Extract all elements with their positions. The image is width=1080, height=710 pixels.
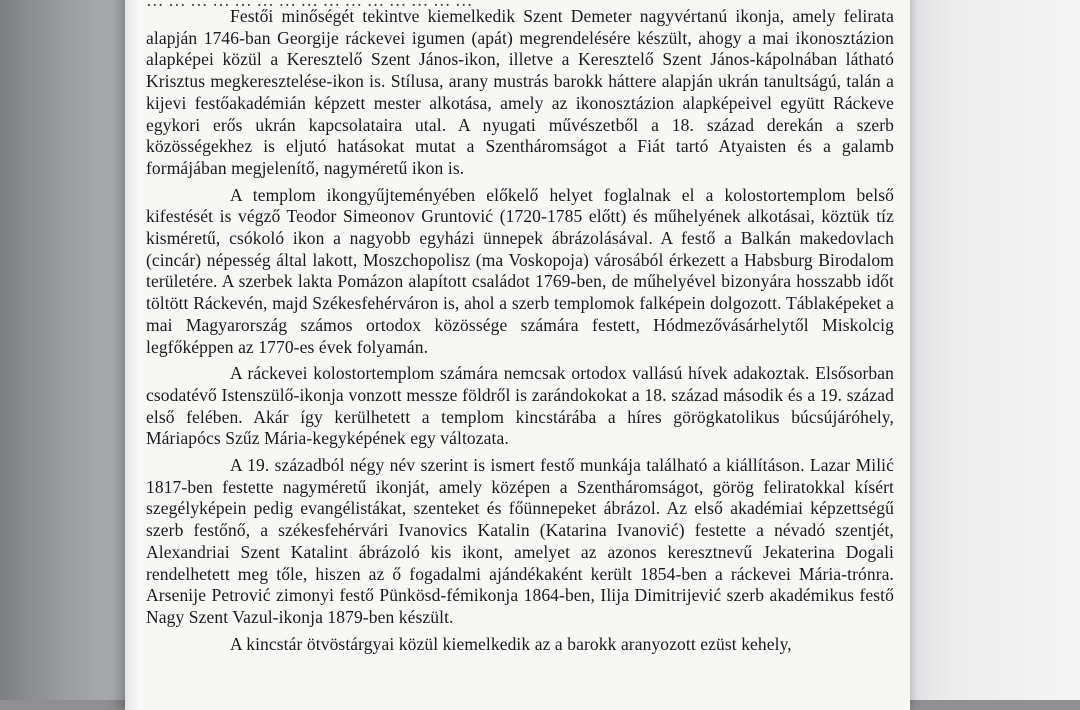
paragraph-2: A templom ikongyűjteményében előkelő helyet foglalnak el a kolostortemplom belső kifestését is végző Teodor Simeonov Gruntović (1720-1785 előtt) és műhelyének alkotásai, köztük tíz kisméretű, csókoló ikon a nagyobb egyházi ünnepek ábrázolásával. A festő a Balkán makedovlach (cincár) népesség által lakott, Moszchopolisz (ma Voskopoja) városából érkezett a Habsburg Birodalom területére. A szerbek lakta Pomázon alapított családot 1769-ben, de műhelyével bizonyára hosszabb időt töltött Ráckevén, majd Székesfehérváron is, ahol a szerb templomok falképein dolgozott. Táblaképeket a mai Magyarország számos ortodox közössége számára festett, Hódmezővásárhelytől Miskolcig legfőképpen az 1770-es évek folyamán. — [146, 184, 894, 357]
paragraph-4: A 19. századból négy név szerint is ismert festő munkája található a kiállításon. Lazar Milić 1817-ben festette nagyméretű ikonját, amely középen a Szentháromságot, görög feliratokkal kísért szegélyképein pedig evangélistákat, szenteket és főünnepeket ábrázol. Az első akadémiai képzettségű szerb festőnő, a székesfehérvári Ivanovics Katalin (Katarina Ivanović) festette a névadó szentjét, Alexandriai Szent Katalint ábrázoló kis ikont, amelyet az azonos keresztnevű Jekaterina Dogali rendelhetett meg tőle, hiszen az ő fogadalmi ajándékaként került 1854-ben a ráckevei Mária-trónra. Arsenije Petrović zimonyi festő Pünkösd-fémikonja 1864-ben, Ilija Dimitrijević szerb akadémikus festő Nagy Szent Vazul-ikonja 1879-ben készült. — [146, 455, 894, 627]
paragraph-5: A kincstár ötvöstárgyai közül kiemelkedik az a barokk aranyozott ezüst kehely, — [230, 633, 792, 654]
paragraph-1: Festői minőségét tekintve kiemelkedik Szent Demeter nagyvértanú ikonja, amely felirata alapján 1746-ban Georgije ráckevei igumen (apát) megrendelésére készült, ahogy a mai ikonosztázion alapképei közül a Keresztelő Szent János-ikon, illetve a Keresztelő Szent János-kápolnában látható Krisztus megkeresztelése-ikon is. Stílusa, arany mustrás barokk háttere alapján ukrán tanultságú, talán a kijevi festőakadémián képzett mester alkotása, amely az ikonosztázion alapképeivel együtt Ráckeve egykori erős ukrán kapcsolataira utal. A nyugati művészetből a 18. század derekán a szerb közösségekhez is eljutó hatásokat mutat a Szentháromságot a Fiát tartó Atyaisten és a galamb formájában megjelenítő, nagyméretű ikon is. — [146, 6, 894, 178]
paragraph-3: A ráckevei kolostortemplom számára nemcsak ortodox vallású hívek adakoztak. Elsősorban csodatévő Istenszülő-ikonja vonzott messze földről is zarándokokat a 18. század második és a 19. század első felében. Akár így kerülhetett a templom kincstárába a híres görögkatolikus búcsújáróhely, Máriapócs Szűz Mária-kegyképének egy változata. — [146, 363, 894, 449]
panel-edge — [125, 0, 139, 710]
cropped-top-line: … … … … … … … … … … … … … … … — [146, 0, 473, 10]
wall-background — [890, 0, 1080, 700]
panel-text — [146, 0, 894, 660]
